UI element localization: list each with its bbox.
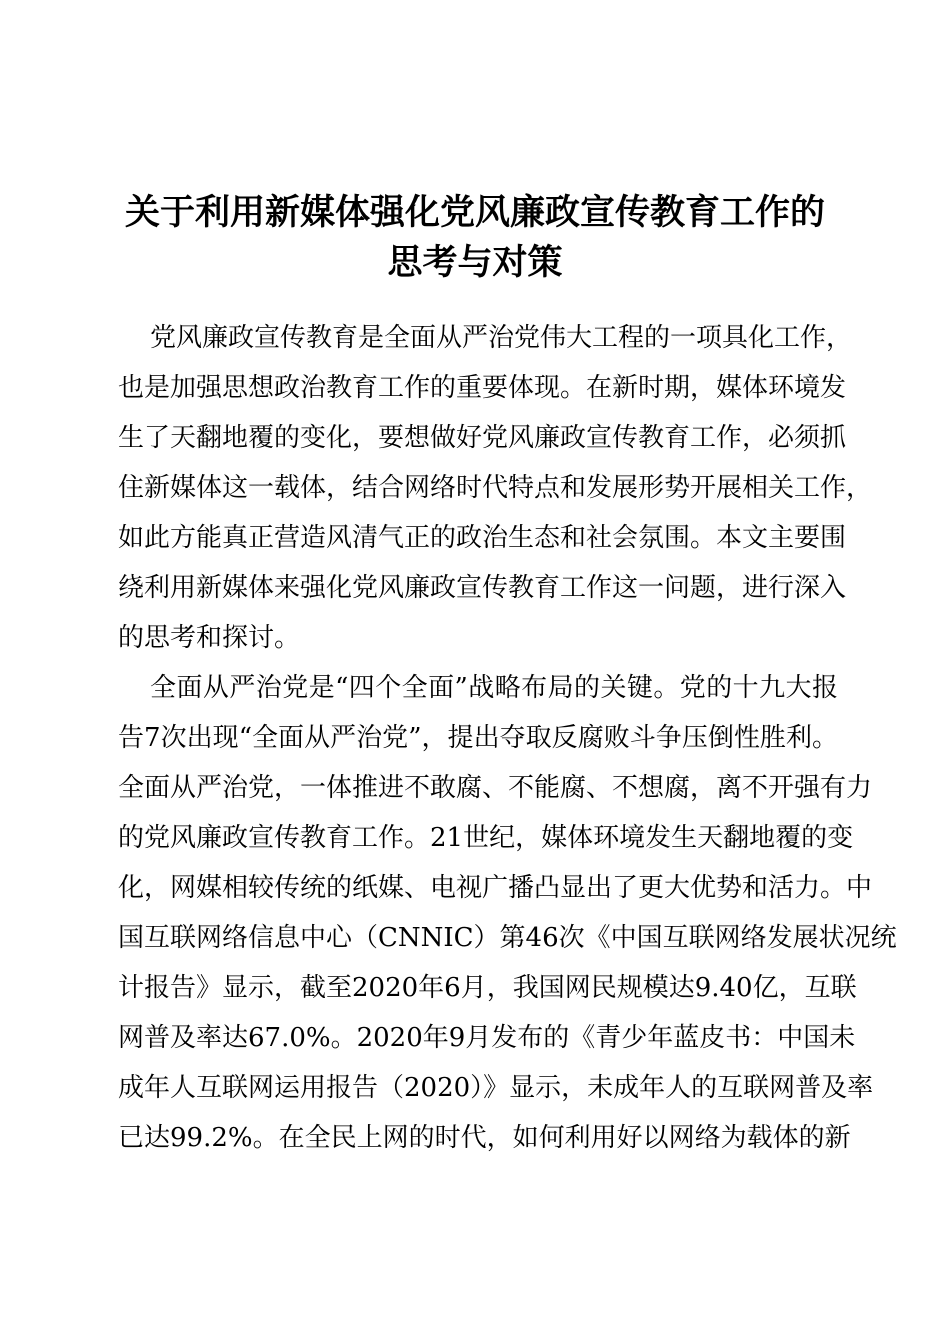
paragraph-2-line-8: 网普及率达67.0%。2020年9月发布的《青少年蓝皮书：中国未 (118, 1023, 856, 1053)
paragraph-1-line-6: 绕利用新媒体来强化党风廉政宣传教育工作这一问题，进行深入 (118, 573, 847, 603)
paragraph-2 (118, 663, 897, 1163)
paragraph-2-line-7: 计报告》显示，截至2020年6月，我国网民规模达9.40亿，互联 (118, 973, 857, 1003)
paragraph-1-line-7: 的思考和探讨。 (118, 623, 301, 653)
paragraph-2-line-1: 全面从严治党是“四个全面”战略布局的关键。党的十九大报 (150, 673, 838, 703)
paragraph-2-line-9: 成年人互联网运用报告（2020）》显示，未成年人的互联网普及率 (118, 1073, 874, 1103)
paragraph-2-line-3: 全面从严治党，一体推进不敢腐、不能腐、不想腐，离不开强有力 (118, 773, 873, 803)
paragraph-2-line-10: 已达99.2%。在全民上网的时代，如何利用好以网络为载体的新 (118, 1123, 851, 1153)
document-title-line-2: 思考与对策 (387, 242, 563, 283)
paragraph-2-line-6: 国互联网络信息中心（CNNIC）第46次《中国互联网络发展状况统 (118, 923, 897, 953)
paragraph-1-line-5: 如此方能真正营造风清气正的政治生态和社会氛围。本文主要围 (118, 523, 847, 553)
paragraph-1 (118, 313, 873, 663)
paragraph-2-line-5: 化，网媒相较传统的纸媒、电视广播凸显出了更大优势和活力。中 (118, 873, 873, 903)
paragraph-2-line-2: 告7次出现“全面从严治党”，提出夺取反腐败斗争压倒性胜利。 (118, 723, 838, 753)
paragraph-1-line-1: 党风廉政宣传教育是全面从严治党伟大工程的一项具化工作， (150, 323, 853, 353)
paragraph-2-line-4: 的党风廉政宣传教育工作。21世纪，媒体环境发生天翻地覆的变 (118, 823, 854, 853)
paragraph-1-line-3: 生了天翻地覆的变化，要想做好党风廉政宣传教育工作，必须抓 (118, 423, 847, 453)
paragraph-1-line-2: 也是加强思想政治教育工作的重要体现。在新时期，媒体环境发 (118, 373, 847, 403)
paragraph-1-line-4: 住新媒体这一载体，结合网络时代特点和发展形势开展相关工作， (118, 473, 873, 503)
document-title-line-1: 关于利用新媒体强化党风廉政宣传教育工作的 (124, 192, 825, 233)
